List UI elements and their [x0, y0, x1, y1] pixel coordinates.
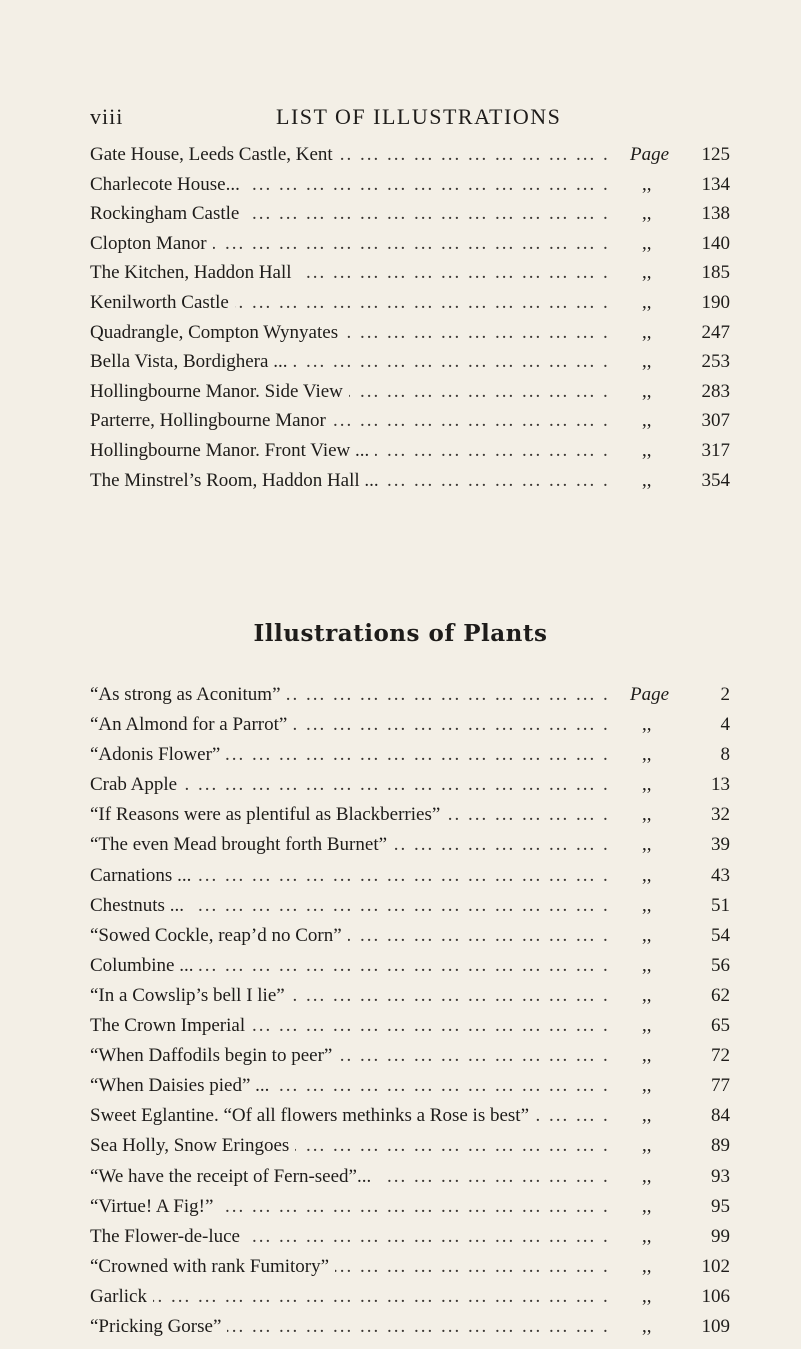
page-number: viii [90, 104, 124, 129]
toc-entry-page: 106 [701, 1285, 730, 1307]
toc-entry-title: The Kitchen, Haddon Hall [90, 262, 298, 283]
toc-entry-page: 247 [701, 321, 730, 343]
toc-entry [90, 347, 730, 377]
toc-entry [90, 830, 730, 860]
ditto-mark: ,, [642, 1315, 652, 1337]
toc-entry [90, 229, 730, 259]
toc-entry-title-line [90, 981, 610, 1011]
toc-entry-page: 109 [701, 1315, 730, 1337]
toc-entry-page: 93 [711, 1165, 730, 1187]
ditto-mark: ,, [642, 1075, 652, 1097]
toc-entry [90, 170, 730, 200]
toc-entry [90, 1041, 730, 1071]
toc-entry-page: 51 [711, 894, 730, 916]
ditto-mark: ,, [642, 864, 652, 886]
ditto-mark: ,, [642, 894, 652, 916]
toc-entry-title-line [90, 861, 610, 891]
toc-entry-title: The Minstrel’s Room, Haddon Hall ... [90, 470, 385, 491]
toc-entry [90, 436, 730, 466]
toc-entry-page: 134 [701, 173, 730, 195]
toc-entry-title-line [90, 830, 610, 860]
toc-entry [90, 1011, 730, 1041]
toc-entry [90, 1282, 730, 1312]
toc-entry-title: “Sowed Cockle, reap’d no Corn” [90, 925, 348, 946]
toc-entry [90, 140, 730, 170]
toc-entry-title-line [90, 229, 610, 259]
toc-entry-title-line [90, 770, 610, 800]
toc-entry-title-line [90, 347, 610, 377]
toc-entry-title: “An Almond for a Parrot” [90, 714, 293, 735]
toc-entry-title-line [90, 891, 610, 921]
ditto-mark: ,, [642, 262, 652, 284]
toc-entry-title: Kenilworth Castle [90, 292, 235, 313]
toc-entry [90, 1252, 730, 1282]
illustrations-list [90, 140, 730, 495]
ditto-mark: ,, [642, 1105, 652, 1127]
toc-entry-title-line [90, 1071, 610, 1101]
toc-entry-page: 190 [701, 291, 730, 313]
toc-entry-page: 65 [711, 1015, 730, 1037]
toc-entry [90, 258, 730, 288]
toc-entry-title: “When Daisies pied” ... [90, 1075, 275, 1096]
toc-entry-title: Bella Vista, Bordighera ... [90, 351, 293, 372]
running-title: LIST OF ILLUSTRATIONS [276, 104, 562, 129]
ditto-mark: ,, [642, 714, 652, 736]
toc-entry-title-line [90, 1101, 610, 1131]
toc-entry-page: 102 [701, 1255, 730, 1277]
ditto-mark: ,, [642, 203, 652, 225]
ditto-mark: ,, [642, 834, 652, 856]
toc-entry-title-line [90, 466, 610, 496]
toc-entry-title: Columbine ... [90, 955, 199, 976]
toc-entry-title-line [90, 921, 610, 951]
toc-entry-title-line [90, 1222, 610, 1252]
toc-entry-title: “In a Cowslip’s bell I lie” [90, 985, 291, 1006]
toc-entry-title-line [90, 436, 610, 466]
toc-entry-page: 89 [711, 1135, 730, 1157]
toc-entry-title: Carnations ... [90, 865, 197, 886]
ditto-mark: ,, [642, 954, 652, 976]
ditto-mark: ,, [642, 924, 652, 946]
toc-entry-title-line [90, 170, 610, 200]
toc-entry-title-line [90, 258, 610, 288]
toc-entry-page: 72 [711, 1045, 730, 1067]
toc-entry [90, 288, 730, 318]
toc-entry-page: 95 [711, 1195, 730, 1217]
toc-entry-title-line [90, 1162, 610, 1192]
toc-entry-title-line [90, 680, 610, 710]
toc-entry-title-line [90, 318, 610, 348]
toc-entry-title-line [90, 406, 610, 436]
toc-entry-title-line [90, 1041, 610, 1071]
toc-entry [90, 1162, 730, 1192]
toc-entry-title-line [90, 740, 610, 770]
toc-entry-title: Quadrangle, Compton Wynyates [90, 322, 344, 343]
page-label: Page [630, 144, 670, 165]
toc-entry-title-line [90, 710, 610, 740]
ditto-mark: ,, [642, 744, 652, 766]
ditto-mark: ,, [642, 1045, 652, 1067]
toc-entry-title-line [90, 140, 610, 170]
toc-entry [90, 377, 730, 407]
ditto-mark: ,, [642, 1015, 652, 1037]
ditto-mark: ,, [642, 291, 652, 313]
toc-entry-title: “We have the receipt of Fern-seed”... [90, 1166, 377, 1187]
toc-entry-page: 8 [720, 744, 730, 766]
toc-entry-page: 354 [701, 469, 730, 491]
toc-entry-title: Parterre, Hollingbourne Manor [90, 410, 332, 431]
toc-entry-title: “Virtue! A Fig!” [90, 1196, 219, 1217]
toc-entry-page: 283 [701, 380, 730, 402]
toc-entry-title: Chestnuts ... [90, 895, 190, 916]
ditto-mark: ,, [642, 1225, 652, 1247]
toc-entry-page: 56 [711, 954, 730, 976]
toc-entry-page: 43 [711, 864, 730, 886]
toc-entry-title-line [90, 1192, 610, 1222]
ditto-mark: ,, [642, 804, 652, 826]
toc-entry-title: “Adonis Flower” [90, 744, 226, 765]
toc-entry-title-line [90, 800, 610, 830]
toc-entry [90, 710, 730, 740]
toc-entry [90, 891, 730, 921]
toc-entry-page: 39 [711, 834, 730, 856]
ditto-mark: ,, [642, 351, 652, 373]
toc-entry-page: 99 [711, 1225, 730, 1247]
toc-entry-title: “The even Mead brought forth Burnet” [90, 834, 393, 855]
toc-entry-page: 13 [711, 774, 730, 796]
toc-entry-title: Clopton Manor [90, 233, 213, 254]
toc-entry-page: 140 [701, 232, 730, 254]
ditto-mark: ,, [642, 410, 652, 432]
ditto-mark: ,, [642, 380, 652, 402]
toc-entry-page: 54 [711, 924, 730, 946]
ditto-mark: ,, [642, 984, 652, 1006]
toc-entry-title-line [90, 951, 610, 981]
toc-entry [90, 800, 730, 830]
ditto-mark: ,, [642, 469, 652, 491]
toc-entry [90, 406, 730, 436]
toc-entry-title-line [90, 1312, 610, 1342]
toc-entry [90, 921, 730, 951]
toc-entry-title: Sea Holly, Snow Eringoes [90, 1135, 295, 1156]
toc-entry [90, 466, 730, 496]
ditto-mark: ,, [642, 774, 652, 796]
toc-entry [90, 861, 730, 891]
ditto-mark: ,, [642, 1165, 652, 1187]
toc-entry-page: 317 [701, 439, 730, 461]
toc-entry [90, 1071, 730, 1101]
toc-entry [90, 199, 730, 229]
toc-entry-page: 84 [711, 1105, 730, 1127]
toc-entry-title: Hollingbourne Manor. Front View ... [90, 440, 375, 461]
toc-entry-page: 62 [711, 984, 730, 1006]
toc-entry [90, 951, 730, 981]
toc-entry [90, 770, 730, 800]
ditto-mark: ,, [642, 439, 652, 461]
ditto-mark: ,, [642, 1255, 652, 1277]
toc-entry-title-line [90, 1131, 610, 1161]
toc-entry-title-line [90, 1011, 610, 1041]
toc-entry-title: “As strong as Aconitum” [90, 684, 287, 705]
toc-entry-title: Charlecote House... [90, 174, 246, 195]
toc-entry [90, 1192, 730, 1222]
toc-entry-title: Garlick [90, 1286, 153, 1307]
toc-entry-page: 125 [701, 144, 730, 165]
toc-entry-title: “Pricking Gorse” [90, 1316, 227, 1337]
toc-entry-title: Sweet Eglantine. “Of all flowers methinks a Rose is best” [90, 1105, 535, 1126]
toc-entry-title: The Flower-de-luce [90, 1226, 246, 1247]
ditto-mark: ,, [642, 232, 652, 254]
plants-section-heading: Illustrations of Plants [253, 620, 548, 647]
toc-entry-title: The Crown Imperial [90, 1015, 251, 1036]
toc-entry-title-line [90, 1282, 610, 1312]
toc-entry-page: 253 [701, 351, 730, 373]
ditto-mark: ,, [642, 173, 652, 195]
toc-entry-page: 138 [701, 203, 730, 225]
toc-entry-title: “If Reasons were as plentiful as Blackberries” [90, 804, 446, 825]
toc-entry-title: Hollingbourne Manor. Side View [90, 381, 349, 402]
toc-entry-title-line [90, 288, 610, 318]
toc-entry-page: 77 [711, 1075, 730, 1097]
toc-entry [90, 981, 730, 1011]
toc-entry-title: “Crowned with rank Fumitory” [90, 1256, 335, 1277]
toc-entry-title: Gate House, Leeds Castle, Kent [90, 144, 339, 165]
toc-entry-title: Crab Apple [90, 774, 183, 795]
ditto-mark: ,, [642, 1285, 652, 1307]
toc-entry [90, 1312, 730, 1342]
toc-entry-title-line [90, 1252, 610, 1282]
toc-entry [90, 1101, 730, 1131]
page-label: Page [630, 684, 670, 705]
toc-entry-title: “When Daffodils begin to peer” [90, 1045, 338, 1066]
toc-entry [90, 1131, 730, 1161]
toc-entry-page: 32 [711, 804, 730, 826]
ditto-mark: ,, [642, 1135, 652, 1157]
toc-entry [90, 740, 730, 770]
toc-entry-page: 4 [720, 714, 730, 736]
toc-entry-title-line [90, 199, 610, 229]
toc-entry-page: 2 [720, 684, 730, 705]
toc-entry-page: 307 [701, 410, 730, 432]
toc-entry [90, 680, 730, 710]
toc-entry-title-line [90, 377, 610, 407]
toc-entry [90, 1222, 730, 1252]
toc-entry [90, 318, 730, 348]
ditto-mark: ,, [642, 1195, 652, 1217]
toc-entry-title: Rockingham Castle [90, 203, 245, 224]
plant-illustrations-list [90, 680, 730, 1342]
ditto-mark: ,, [642, 321, 652, 343]
toc-entry-page: 185 [701, 262, 730, 284]
